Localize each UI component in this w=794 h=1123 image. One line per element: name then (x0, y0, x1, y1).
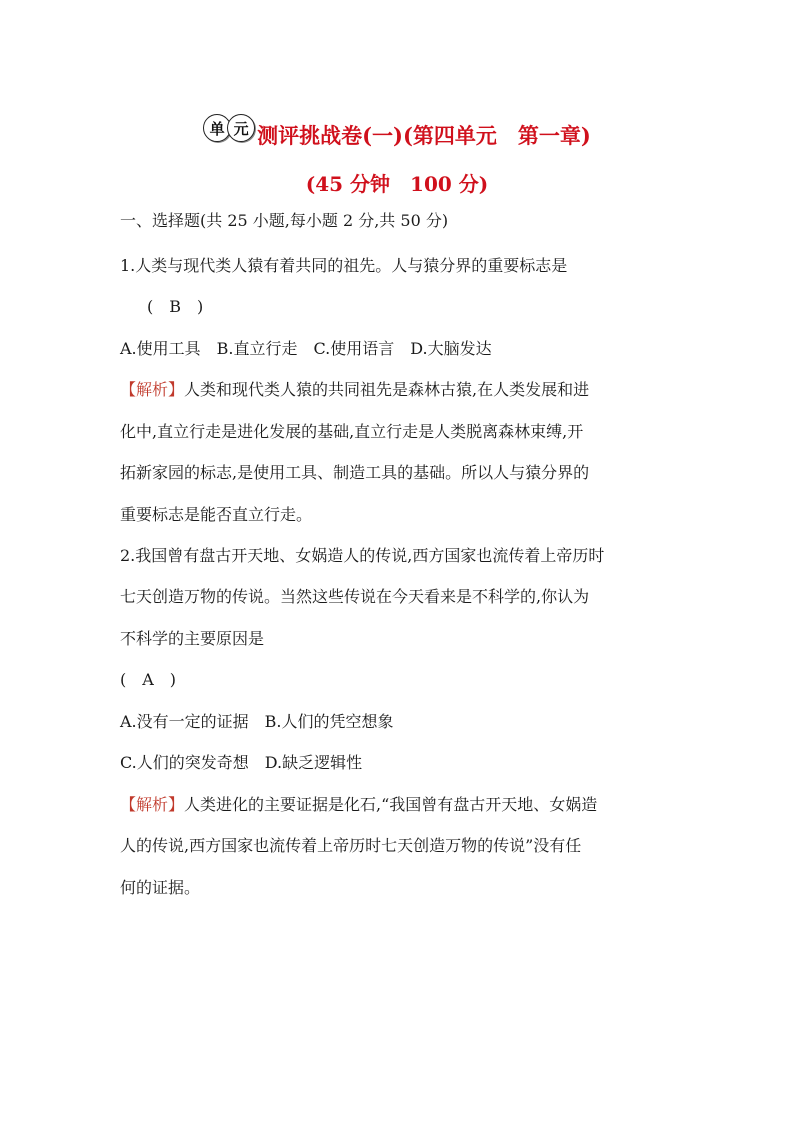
q1-stem: 1.人类与现代类人猿有着共同的祖先。人与猿分界的重要标志是 (120, 256, 568, 275)
exam-subtitle: (45 分钟 100 分) (305, 172, 489, 196)
q1-analysis-line: 拓新家园的标志,是使用工具、制造工具的基础。所以人与猿分界的 (120, 463, 590, 482)
q1-analysis-line (120, 380, 589, 400)
q1-analysis-line: 重要标志是能否直立行走。 (120, 505, 313, 524)
exam-title (0, 106, 794, 150)
unit-badge-char-2: 元 (227, 114, 255, 142)
unit-badge (203, 114, 255, 142)
q2-stem-line: 七天创造万物的传说。当然这些传说在今天看来是不科学的,你认为 (120, 587, 590, 606)
q1-options: A.使用工具 B.直立行走 C.使用语言 D.大脑发达 (120, 339, 492, 358)
q1-analysis-tag: 【解析】 (120, 380, 185, 399)
q1-answer: ( B ) (147, 297, 204, 316)
q2-analysis-text: 人类进化的主要证据是化石,“我国曾有盘古开天地、女娲造 (184, 795, 598, 814)
q2-analysis-tag: 【解析】 (120, 795, 185, 814)
q2-stem-line: 2.我国曾有盘古开天地、女娲造人的传说,西方国家也流传着上帝历时 (120, 546, 605, 565)
q2-options-line: A.没有一定的证据 B.人们的凭空想象 (120, 712, 394, 731)
q2-answer: ( A ) (120, 670, 177, 689)
q2-analysis-line: 何的证据。 (120, 878, 201, 897)
exam-title-text: 测评挑战卷(一)(第四单元 第一章) (257, 123, 591, 148)
q1-analysis-text: 人类和现代类人猿的共同祖先是森林古猿,在人类发展和进 (184, 380, 590, 399)
unit-badge-char-1: 单 (203, 114, 231, 142)
q1-analysis-line: 化中,直立行走是进化发展的基础,直立行走是人类脱离森林束缚,开 (120, 422, 584, 441)
q2-stem-line: 不科学的主要原因是 (120, 629, 265, 648)
q2-options-line: C.人们的突发奇想 D.缺乏逻辑性 (120, 753, 363, 772)
q2-analysis-line: 人的传说,西方国家也流传着上帝历时七天创造万物的传说”没有任 (120, 836, 582, 855)
section-heading: 一、选择题(共 25 小题,每小题 2 分,共 50 分) (120, 211, 449, 230)
q2-analysis-line (120, 795, 597, 815)
